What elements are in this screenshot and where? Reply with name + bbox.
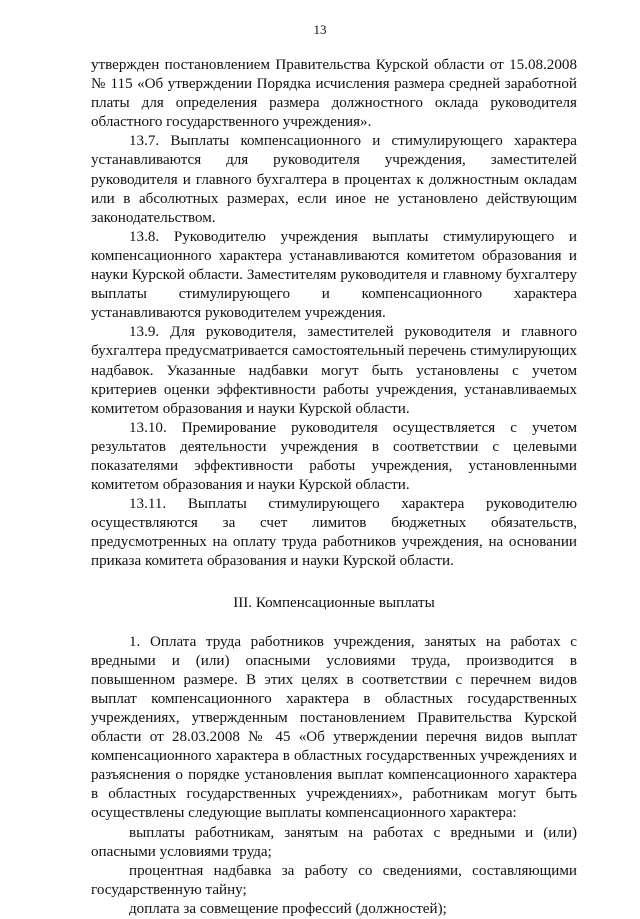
paragraph-13-8: 13.8. Руководителю учреждения выплаты стимулирующего и компенсационного характера устанавливаются комитетом образования и науки Курской области. Заместителям руководителя и главному бухгалтеру выплаты стимулирующего и компенсационного характера устанавливаются руководителем учреждения.	[91, 228, 577, 322]
paragraph-section-1: 1. Оплата труда работников учреждения, занятых на работах с вредными и (или) опасными условиями труда, производится в повышенном размере. В этих целях в соответствии с перечнем видов выплат компенсационного характера в областных государственных учреждениях, утвержденным постановлением Правительства Курской области от 28.03.2008 № 45 «Об утверждении перечня видов выплат компенсационного характера в областных государственных учреждениях и разъяснения о порядке установления выплат компенсационного характера в областных государственных учреждениях», работникам могут быть осуществлены следующие выплаты компенсационного характера:	[91, 633, 577, 822]
paragraph-13-11: 13.11. Выплаты стимулирующего характера руководителю осуществляются за счет лимитов бюджетных обязательств, предусмотренных на оплату труда работников учреждения, на основании приказа комитета образования и науки Курской области.	[91, 496, 577, 570]
paragraph-13-7: 13.7. Выплаты компенсационного и стимулирующего характера устанавливаются для руководителя учреждения, заместителей руководителя и главного бухгалтера в процентах к должностным окладам или в абсолютных размерах, если иное не установлено действующим законодательством.	[91, 133, 577, 226]
list-item-harmful-conditions: выплаты работникам, занятым на работах с вредными и (или) опасными условиями труда;	[91, 824, 577, 860]
page-number: 13	[313, 22, 327, 37]
document-body	[91, 56, 577, 919]
paragraph-13-9: 13.9. Для руководителя, заместителей руководителя и главного бухгалтера предусматривается самостоятельный перечень стимулирующих надбавок. Указанные надбавки могут быть установлены с учетом критериев оценки эффективности работы учреждения, устанавливаемых комитетом образования и науки Курской области.	[91, 324, 577, 417]
paragraph-continuation: утвержден постановлением Правительства Курской области от 15.08.2008 № 115 «Об утверждении Порядка исчисления размера средней заработной платы для определения размера должностного оклада руководителя областного государственного учреждения».	[91, 57, 577, 131]
list-item-combined-professions: доплата за совмещение профессий (должностей);	[129, 900, 447, 917]
list-item-state-secret: процентная надбавка за работу со сведениями, составляющими государственную тайну;	[91, 862, 577, 898]
paragraph-13-10: 13.10. Премирование руководителя осуществляется с учетом результатов деятельности учреждения в соответствии с целевыми показателями эффективности работы учреждения, установленными комитетом образования и науки Курской области.	[91, 419, 577, 494]
section-heading: III. Компенсационные выплаты	[233, 594, 435, 611]
